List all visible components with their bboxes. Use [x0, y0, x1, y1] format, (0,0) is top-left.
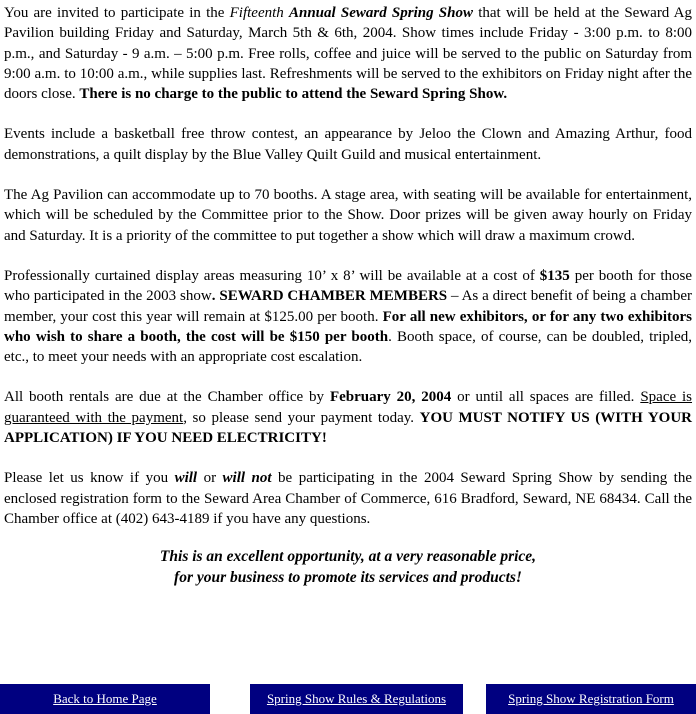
invitation-text: You are invited to participate in the [4, 5, 230, 21]
new-exhibitor-price: For all new exhibitors, or for any two exhibitors who wish to share a booth, the cost will be $150 per booth [4, 308, 692, 345]
deadline-paragraph [4, 387, 692, 448]
will-not-emphasis: will not [222, 470, 272, 487]
home-button[interactable] [0, 684, 210, 714]
rules-button[interactable] [250, 684, 463, 714]
contact-text: be participating in the 2004 Seward Spring Show by sending the enclosed registration form to the Seward Area Chamber of Commerce, 616 Bradford, Seward, NE 68434. Call the Chamber office at (402) 643-4189 if you have any questions. [4, 470, 692, 527]
letter-body [4, 3, 692, 588]
free-admission-notice: There is no charge to the public to attend the Seward Spring Show. [79, 86, 508, 103]
registration-button[interactable] [486, 684, 696, 714]
events-text: Events include a basketball free throw contest, an appearance by Jeloo the Clown and Amazing Arthur, food demonstrations, a quilt display by the Blue Valley Quilt Guild and musical entertainment. [4, 126, 692, 163]
registration-link[interactable]: Spring Show Registration Form [508, 691, 674, 706]
closing-line-2: for your business to promote its services and products! [174, 569, 522, 587]
closing-line-1: This is an excellent opportunity, at a very reasonable price, [159, 548, 537, 566]
deadline-text-2: or until all spaces are filled. [451, 389, 641, 406]
show-name: Annual Seward Spring Show [288, 5, 473, 21]
rules-link[interactable]: Spring Show Rules & Regulations [266, 691, 447, 706]
returning-price: $135 [539, 267, 570, 284]
chamber-members-heading: . SEWARD CHAMBER MEMBERS [211, 288, 448, 305]
home-link[interactable]: Back to Home Page [53, 691, 157, 706]
deadline-date: February 20, 2004 [329, 389, 452, 406]
pavilion-paragraph [4, 185, 692, 246]
will-emphasis: will [174, 470, 198, 487]
events-paragraph [4, 124, 692, 165]
member-price-text: – As a direct benefit of being a chamber member, your cost this year will remain at $125.00 per booth. [4, 288, 692, 325]
pricing-text: Professionally curtained display areas measuring 10’ x 8’ will be available at a cost of [4, 267, 540, 284]
payment-guarantee-text: Space is guaranteed with the payment [4, 389, 693, 426]
closing-statement [4, 546, 692, 588]
booth-space-text: . Booth space, of course, can be doubled, tripled, etc., to meet your needs with an appropriate cost escalation. [4, 328, 692, 366]
pavilion-text: The Ag Pavilion can accommodate up to 70 booths. A stage area, with seating will be available for entertainment, which will be scheduled by the Committee prior to the Show. Door prizes will be given away hourly on Friday and Saturday. It is a priority of the committee to put together a show which will draw a maximum crowd. [4, 187, 692, 244]
electricity-notice: YOU MUST NOTIFY US (WITH YOUR APPLICATION) IF YOU NEED ELECTRICITY! [4, 409, 693, 447]
payment-request-text: , so please send your payment today. [183, 409, 420, 426]
navigation-bar [0, 684, 696, 714]
deadline-text: All booth rentals are due at the Chamber office by [4, 389, 330, 406]
pricing-text-2: per booth for those who participated in the 2003 show [4, 267, 692, 305]
rsvp-text: Please let us know if you [4, 470, 175, 487]
show-details-text: that will be held at the Seward Ag Pavilion building Friday and Saturday, March 5th & 6th, 2004. Show times include Friday - 3:00 p.m. to 8:00 p.m., and Saturday - 9 a.m. – 5:00 p.m. Free rolls, coffee and juice will be served to the public on Saturday from 9:00 a.m. to 10:00 a.m., while supplies last. Refreshments will be served to the exhibitors on Friday night after the doors close. [4, 5, 693, 103]
pricing-paragraph [4, 266, 692, 367]
invitation-paragraph [4, 3, 692, 104]
rsvp-paragraph [4, 468, 692, 529]
edition-text: Fifteenth [229, 5, 284, 21]
rsvp-or-text: or [197, 470, 223, 487]
